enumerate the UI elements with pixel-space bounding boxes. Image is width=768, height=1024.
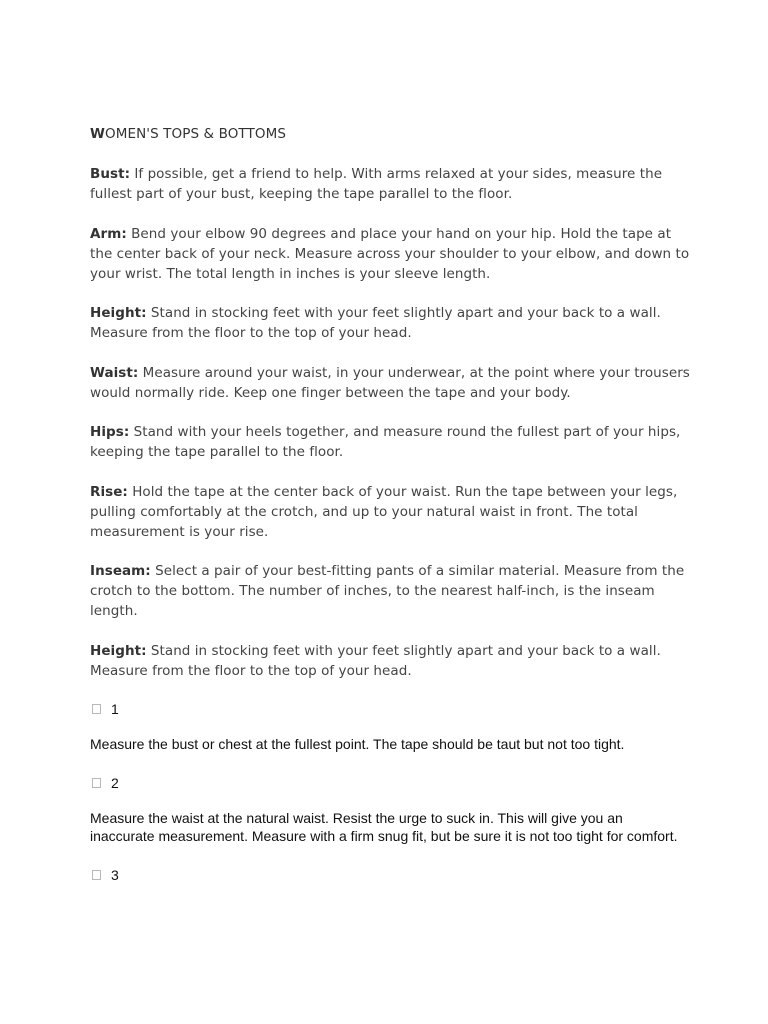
checkbox-square-icon bbox=[92, 870, 101, 880]
measurement-height bbox=[90, 303, 690, 343]
measurement-term: Waist: bbox=[90, 364, 139, 381]
heading-rest: OMEN'S TOPS & BOTTOMS bbox=[105, 126, 287, 142]
checkbox-square-icon bbox=[92, 778, 101, 788]
measurement-term: Arm: bbox=[90, 225, 127, 242]
measurement-text: If possible, get a friend to help. With arms relaxed at your sides, measure the fullest part of your bust, keeping the tape parallel to the floor. bbox=[90, 166, 663, 202]
measurement-term: Hips: bbox=[90, 424, 130, 440]
step-text: Measure the waist at the natural waist. Resist the urge to suck in. This will give you an inaccurate measurement. Measure with a firm snug fit, but be sure it is not too tight for comfort. bbox=[90, 809, 678, 844]
measurement-term: Inseam: bbox=[90, 563, 151, 579]
measurement-hips bbox=[90, 422, 690, 462]
step-number-row bbox=[90, 699, 690, 719]
measurement-text: Measure around your waist, in your underwear, at the point where your trousers would normally ride. Keep one finger between the tape and your body. bbox=[90, 364, 690, 401]
step-number: 2 bbox=[111, 774, 119, 791]
document-body bbox=[90, 124, 690, 901]
step-number-row bbox=[90, 773, 690, 793]
measurement-term: Bust: bbox=[90, 166, 131, 182]
measurement-text: Hold the tape at the center back of your waist. Run the tape between your legs, pulling comfortably at the crotch, and up to your natural waist in front. The total measurement is your rise. bbox=[90, 483, 678, 540]
measurement-term: Height: bbox=[90, 305, 147, 321]
measurement-text: Select a pair of your best-fitting pants of a similar material. Measure from the crotch to the bottom. The number of inches, to the nearest half-inch, is the inseam length. bbox=[90, 563, 685, 619]
measurement-term: Height: bbox=[90, 642, 147, 659]
measurement-text: Stand in stocking feet with your feet slightly apart and your back to a wall. Measure from the floor to the top of your head. bbox=[90, 305, 661, 341]
measurement-rise bbox=[90, 482, 690, 542]
measurement-term: Rise: bbox=[90, 483, 128, 500]
step-number: 3 bbox=[111, 866, 119, 883]
measurement-arm bbox=[90, 224, 690, 284]
checkbox-square-icon bbox=[92, 704, 101, 714]
measurement-bust bbox=[90, 164, 690, 204]
measurement-inseam bbox=[90, 561, 690, 621]
section-heading bbox=[90, 124, 690, 144]
measurement-text: Stand in stocking feet with your feet slightly apart and your back to a wall. Measure from the floor to the top of your head. bbox=[90, 642, 661, 679]
measurement-text: Stand with your heels together, and measure round the fullest part of your hips, keeping the tape parallel to the floor. bbox=[90, 424, 681, 460]
step-text: Measure the bust or chest at the fullest point. The tape should be taut but not too tight. bbox=[90, 735, 625, 752]
measurement-text: Bend your elbow 90 degrees and place your hand on your hip. Hold the tape at the center back of your neck. Measure across your shoulder to your elbow, and down to your wrist. The total length in inches is your sleeve length. bbox=[90, 225, 690, 282]
heading-first-letter: W bbox=[90, 126, 105, 142]
measurement-waist bbox=[90, 363, 690, 403]
step-number: 1 bbox=[111, 700, 119, 717]
step-number-row bbox=[90, 865, 690, 885]
measurement-height-repeat bbox=[90, 641, 690, 681]
